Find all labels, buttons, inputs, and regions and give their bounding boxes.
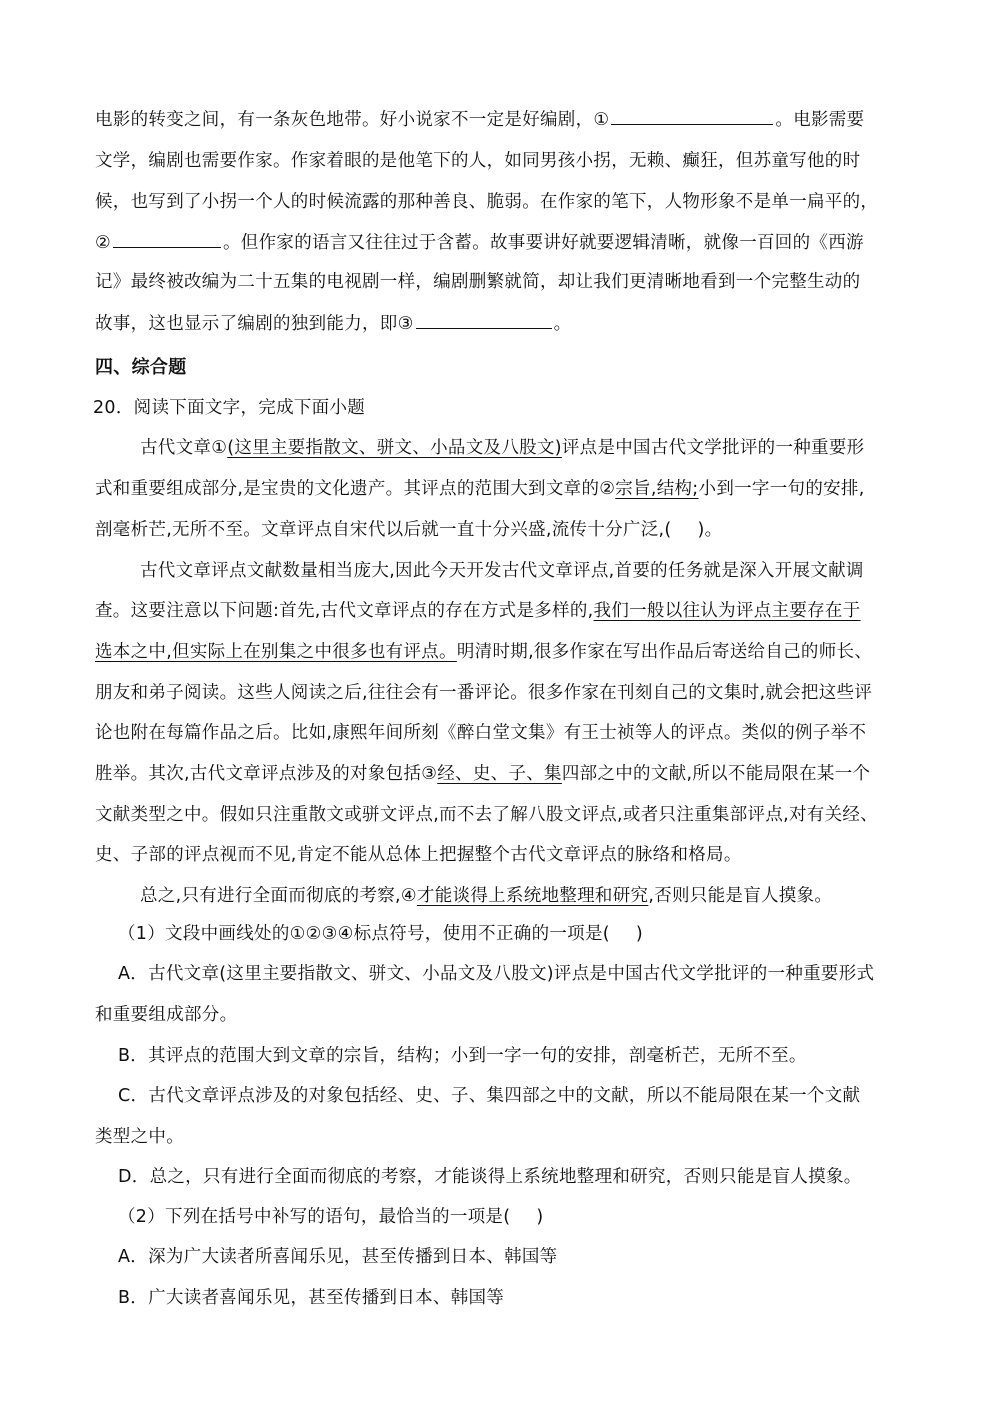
answer-blank-1[interactable] <box>611 107 773 125</box>
text: 总之,只有进行全面而彻底的考察,④ <box>140 886 417 906</box>
q20-p2-line7: 文献类型之中。假如只注重散文或骈文评点,而不去了解八股文评点,或者只注重集部评点,对有关经、 <box>95 805 878 825</box>
text: 电影的转变之间，有一条灰色地带。好小说家不一定是好编剧，① <box>95 110 610 130</box>
text: ) <box>536 1207 544 1227</box>
text: 故事，这也显示了编剧的独到能力，即③ <box>95 314 414 334</box>
text: （1）文段中画线处的①②③④标点符号，使用不正确的一项是( <box>118 924 610 944</box>
para1-line6 <box>95 311 571 336</box>
para1-line1 <box>95 107 864 132</box>
underlined-text: 经、史、子、集 <box>437 764 562 784</box>
text: 。电影需要 <box>775 110 865 130</box>
underlined-text: 选本之中,但实际上在别集之中很多也有评点。 <box>95 642 457 662</box>
underlined-text: 才能谈得上系统地整理和研究 <box>416 886 649 906</box>
q20-p2-line2 <box>95 599 861 623</box>
option-2A[interactable]: A．深为广大读者所喜闻乐见，甚至传播到日本、韩国等 <box>118 1247 558 1267</box>
option-1C-line1[interactable]: C．古代文章评点涉及的对象包括经、史、子、集四部之中的文献，所以不能局限在某一个文献 <box>118 1086 861 1106</box>
option-1C-line2: 类型之中。 <box>95 1127 184 1147</box>
option-2B[interactable]: B．广大读者喜闻乐见，甚至传播到日本、韩国等 <box>118 1288 505 1308</box>
text: 评点是中国古代文学批评的一种重要形 <box>561 438 865 458</box>
para1-line5: 记》最终被改编为二十五集的电视剧一样，编剧删繁就简，却让我们更清晰地看到一个完整生动的 <box>95 272 861 292</box>
text: 明清时期,很多作家在写出作品后寄送给自己的师长、 <box>456 642 873 662</box>
text: ,否则只能是盲人摸象。 <box>648 886 833 906</box>
text: 。但作家的语言又往往过于含蓄。故事要讲好就要逻辑清晰，就像一百回的《西游 <box>223 233 864 253</box>
text: 小到一字一句的安排, <box>698 479 865 499</box>
q20-p2-line1: 古代文章评点文献数量相当庞大,因此今天开发古代文章评点,首要的任务就是深入开展文献调 <box>140 561 864 581</box>
text: )。 <box>697 520 723 540</box>
underlined-text: 宗旨,结构; <box>615 479 699 499</box>
answer-blank-3[interactable] <box>416 311 552 329</box>
text: 式和重要组成部分,是宝贵的文化遗产。其评点的范围大到文章的② <box>95 479 616 499</box>
underlined-text: 我们一般以往认为评点主要存在于 <box>593 601 861 621</box>
q20-p2-line6 <box>95 762 870 786</box>
q20-p2-line3 <box>95 640 872 664</box>
option-1A-line1[interactable]: A．古代文章(这里主要指散文、骈文、小品文及八股文)评点是中国古代文学批评的一种重要形式 <box>118 964 875 984</box>
q20-p1-line3 <box>95 518 722 542</box>
q20-p2-line8: 史、子部的评点视而不见,肯定不能从总体上把握整个古代文章评点的脉络和格局。 <box>95 845 742 865</box>
q20-p1-line1 <box>140 436 864 460</box>
text: ② <box>95 233 111 253</box>
option-1B[interactable]: B．其评点的范围大到文章的宗旨，结构；小到一字一句的安排，剖毫析芒，无所不至。 <box>118 1046 807 1066</box>
q20-p1-line2 <box>95 477 865 501</box>
sub-question-2 <box>118 1205 544 1229</box>
option-1A-line2: 和重要组成部分。 <box>95 1005 238 1025</box>
text: （2）下列在括号中补写的语句，最恰当的一项是( <box>118 1207 511 1227</box>
sub-question-1 <box>118 922 643 946</box>
answer-blank-2[interactable] <box>113 230 221 248</box>
text: 剖毫析芒,无所不至。文章评点自宋代以后就一直十分兴盛,流传十分广泛,( <box>95 520 672 540</box>
underlined-text: (这里主要指散文、骈文、小品文及八股文) <box>227 438 562 458</box>
q20-p2-line5: 论也附在每篇作品之后。比如,康熙年间所刻《醉白堂文集》有王士祯等人的评点。类似的例子举不 <box>95 723 867 743</box>
text: 。 <box>553 314 572 334</box>
text: 胜举。其次,古代文章评点涉及的对象包括③ <box>95 764 438 784</box>
q20-p2-line4: 朋友和弟子阅读。这些人阅读之后,往往会有一番评论。很多作家在刊刻自己的文集时,就会把这些评 <box>95 683 873 703</box>
option-1D[interactable]: D．总之，只有进行全面而彻底的考察，才能谈得上系统地整理和研究，否则只能是盲人摸象。 <box>118 1167 862 1187</box>
text: ) <box>635 924 644 944</box>
section-heading: 四、综合题 <box>95 357 187 378</box>
para1-line4 <box>95 230 864 255</box>
text: 四部之中的文献,所以不能局限在某一个 <box>561 764 871 784</box>
para1-line3: 候，也写到了小拐一个人的时候流露的那种善良、脆弱。在作家的笔下，人物形象不是单一扁平的， <box>95 192 879 212</box>
question-20-title: 20．阅读下面文字，完成下面小题 <box>93 398 366 418</box>
text: 查。这要注意以下问题:首先,古代文章评点的存在方式是多样的, <box>95 601 594 621</box>
q20-p3-line1 <box>140 884 832 908</box>
text: 古代文章① <box>140 438 228 458</box>
para1-line2: 文学，编剧也需要作家。作家着眼的是他笔下的人，如同男孩小拐，无赖、癫狂，但苏童写他的时 <box>95 151 861 171</box>
